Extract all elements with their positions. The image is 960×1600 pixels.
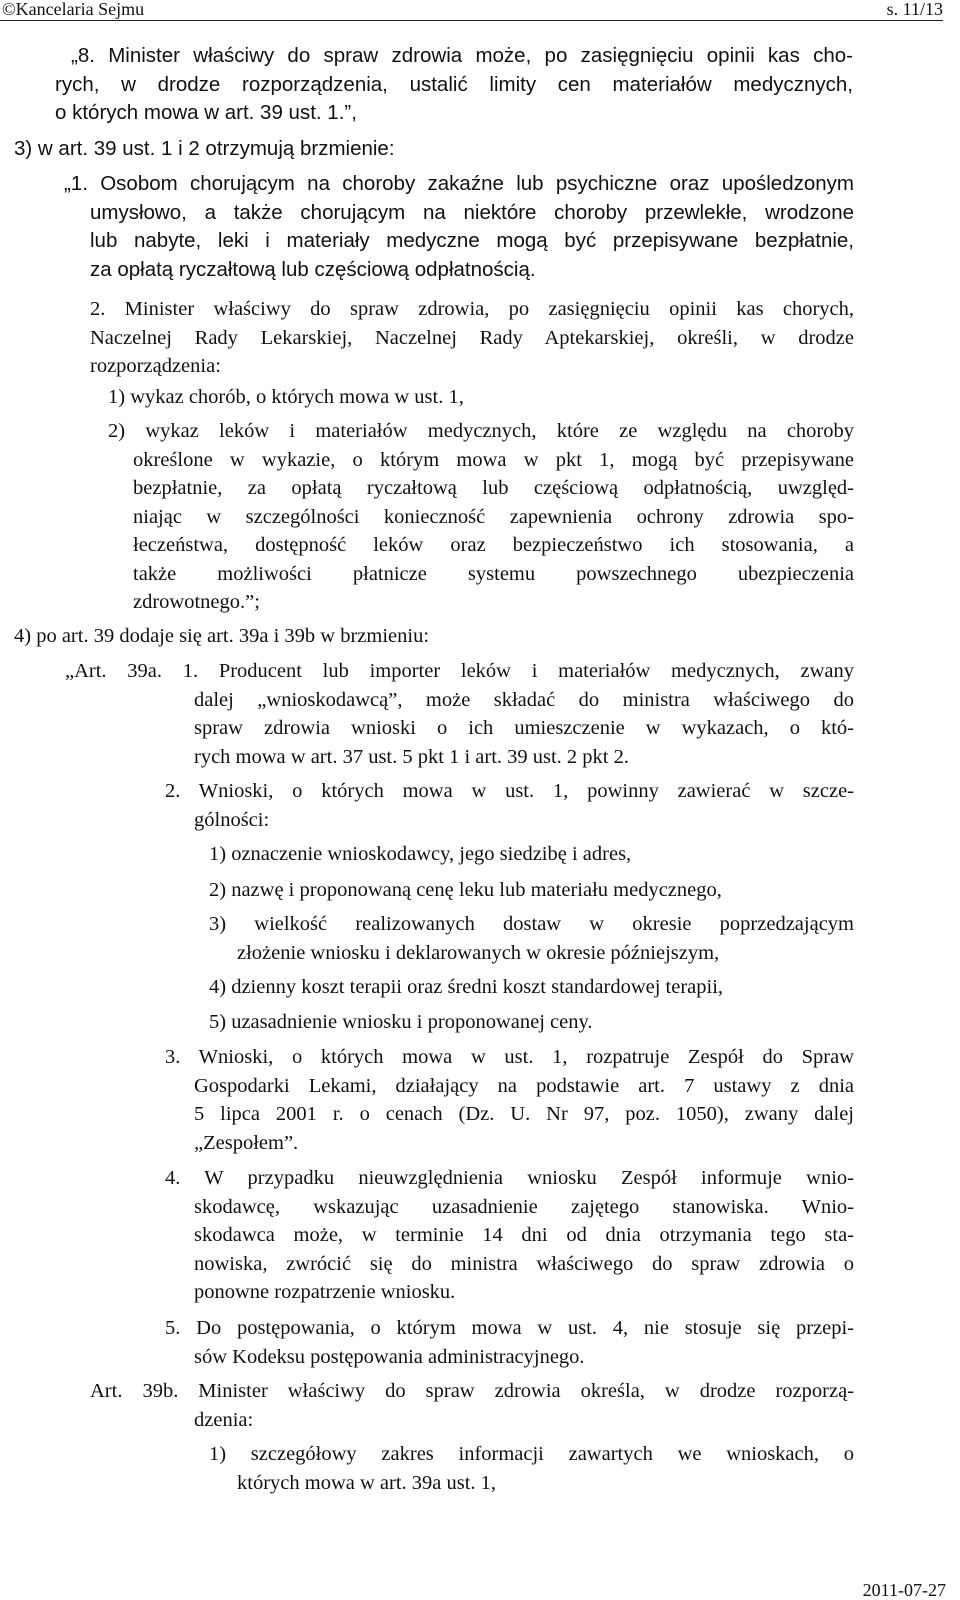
point-4: 4) po art. 39 dodaje się art. 39a i 39b w brzmieniu: xyxy=(14,625,430,647)
paragraph-2: 2. Minister właściwy do spraw zdrowia, po zasięgnięciu opinii kas chorych, Naczelnej Rady Lekarskiej, Naczelnej Rady Aptekarskiej, określi, w drodze rozporządzenia: xyxy=(90,298,854,377)
article-39a-p2-item-3: 3) wielkość realizowanych dostaw w okresie poprzedzającym złożenie wniosku i deklarowanych w okresie późniejszym, xyxy=(209,913,854,964)
page-header xyxy=(0,0,943,21)
header-source: ©Kancelaria Sejmu xyxy=(2,0,145,19)
article-39a-p2-item-2: 2) nazwę i proponowaną cenę leku lub materiału medycznego, xyxy=(209,879,722,901)
article-39a-paragraph-3: 3. Wnioski, o których mowa w ust. 1, rozpatruje Zespół do Spraw Gospodarki Lekami, działający na podstawie art. 7 ustawy z dnia 5 lipca 2001 r. o cenach (Dz. U. Nr 97, poz. 1050), zwany dalej „Zespołem”. xyxy=(165,1046,854,1154)
article-39b: Art. 39b. Minister właściwy do spraw zdrowia określa, w drodze rozporzą- dzenia: xyxy=(90,1380,854,1431)
article-39a-p2-item-5: 5) uzasadnienie wniosku i proponowanej ceny. xyxy=(209,1011,593,1033)
article-39a-p2-item-4: 4) dzienny koszt terapii oraz średni koszt standardowej terapii, xyxy=(209,976,724,998)
page-number: s. 11/13 xyxy=(886,0,943,19)
article-39a-paragraph-5: 5. Do postępowania, o którym mowa w ust. 4, nie stosuje się przepi- sów Kodeksu postępowania administracyjnego. xyxy=(165,1317,854,1368)
point-3: 3) w art. 39 ust. 1 i 2 otrzymują brzmienie: xyxy=(14,137,395,160)
article-39b-item-1: 1) szczegółowy zakres informacji zawartych we wnioskach, o których mowa w art. 39a ust. 1, xyxy=(209,1443,854,1494)
article-39a-paragraph-1: „Art. 39a. 1. Producent lub importer leków i materiałów medycznych, zwany dalej „wnioskodawcą”, może składać do ministra właściwego do spraw zdrowia wnioski o ich umieszczenie w wykazach, o któ- rych mowa w art. 37 ust. 5 pkt 1 i art. 39 ust. 2 pkt 2. xyxy=(65,660,854,768)
footer-date: 2011-07-27 xyxy=(862,1580,946,1600)
paragraph-2-item-1: 1) wykaz chorób, o których mowa w ust. 1, xyxy=(108,386,464,408)
article-39a-paragraph-2: 2. Wnioski, o których mowa w ust. 1, powinny zawierać w szcze- gólności: xyxy=(165,780,854,831)
article-39a-paragraph-4: 4. W przypadku nieuwzględnienia wniosku Zespół informuje wnio- skodawcę, wskazując uzasadnienie zajętego stanowiska. Wnio- skodawca może, w terminie 14 dni od dnia otrzymania tego sta- nowiska, zwrócić się do ministra właściwego do spraw zdrowia o ponowne rozpatrzenie wniosku. xyxy=(165,1167,854,1303)
article-39a-p2-item-1: 1) oznaczenie wnioskodawcy, jego siedzibę i adres, xyxy=(209,843,632,865)
paragraph-8: „8. Minister właściwy do spraw zdrowia może, po zasięgnięciu opinii kas cho- rych, w drodze rozporządzenia, ustalić limity cen materiałów medycznych, o których mowa w art. 39 ust. 1.”, xyxy=(55,44,853,124)
paragraph-1: „1. Osobom chorującym na choroby zakaźne lub psychiczne oraz upośledzonym umysłowo, a także chorującym na niektóre choroby przewlekłe, wrodzone lub nabyte, leki i materiały medyczne mogą być przepisywane bezpłatnie, za opłatą ryczałtową lub częściową odpłatnością. xyxy=(64,172,854,281)
paragraph-2-item-2: 2) wykaz leków i materiałów medycznych, które ze względu na choroby określone w wykazie, o którym mowa w pkt 1, mogą być przepisywane bezpłatnie, za opłatą ryczałtową lub częściową odpłatnością, uwzględ- niając w szczególności konieczność zapewnienia ochrony zdrowia spo- łeczeństwa, dostępność leków oraz bezpieczeństwo ich stosowania, a także możliwości płatnicze systemu powszechnego ubezpieczenia zdrowotnego.”; xyxy=(108,420,854,613)
